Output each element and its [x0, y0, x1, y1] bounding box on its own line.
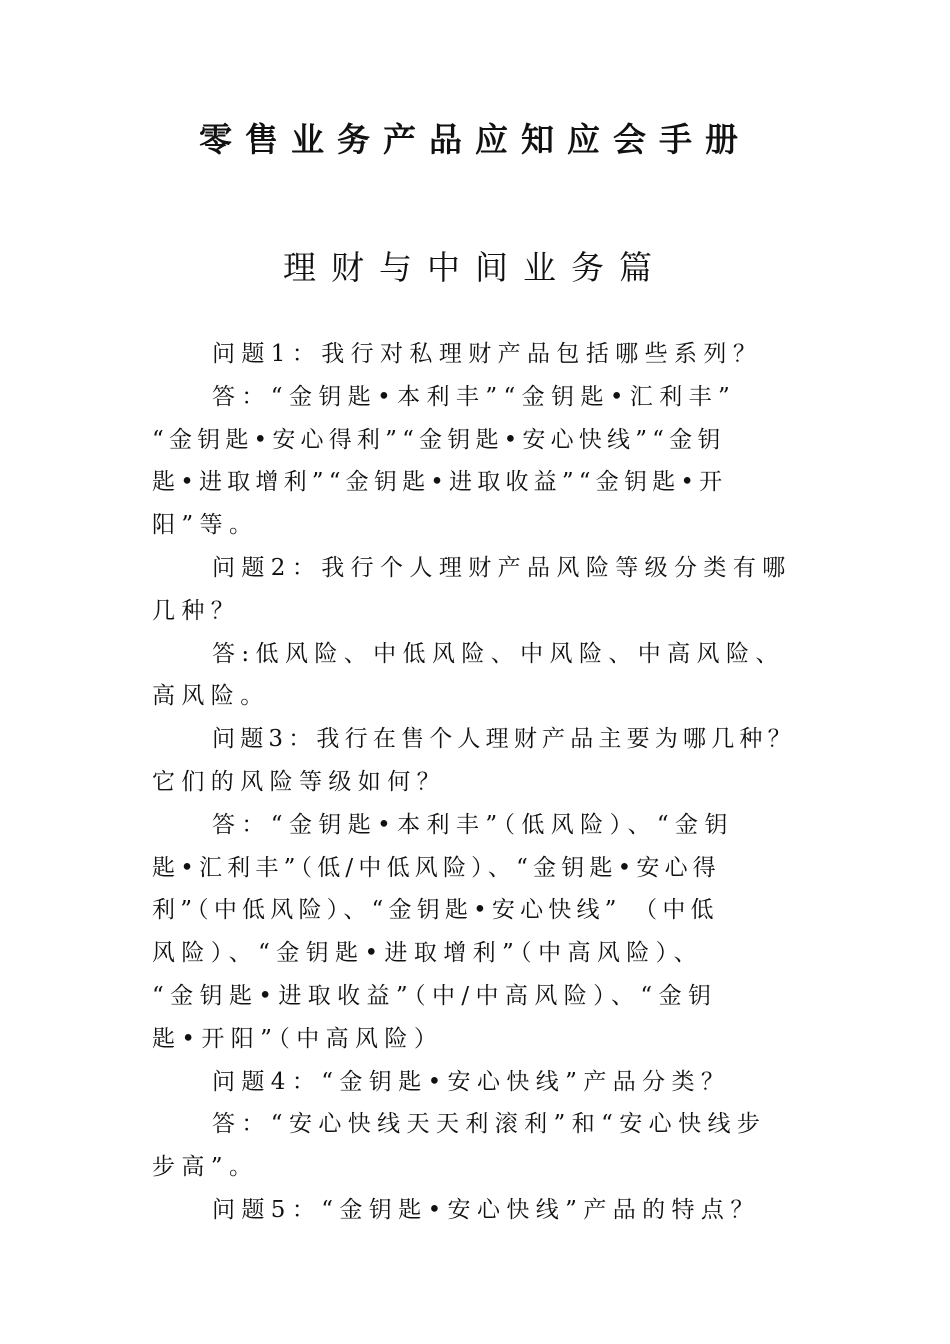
question-4: 问题4：“金钥匙•安心快线”产品分类？ — [212, 1068, 731, 1095]
answer-3-line: 匙•开阳”（中高风险） — [152, 1025, 444, 1052]
answer-3-line: 风险）、“金钥匙•进取增利”（中高风险）、 — [152, 940, 703, 967]
answer-3-line: 匙•汇利丰”（低/中低风险）、“金钥匙•安心得 — [152, 854, 721, 881]
question-3-line: 它们的风险等级如何？ — [152, 768, 446, 795]
answer-3-line: 答：“金钥匙•本利丰”（低风险）、“金钥 — [212, 811, 734, 838]
document-body — [152, 333, 812, 1232]
section-title: 理财与中间业务篇 — [283, 248, 667, 287]
document-title: 零售业务产品应知应会手册 — [199, 120, 751, 159]
question-2-line: 几种？ — [152, 597, 241, 624]
question-3: 问题3：我行在售个人理财产品主要为哪几种？ — [212, 726, 796, 753]
question-2: 问题2：我行个人理财产品风险等级分类有哪 — [212, 554, 792, 581]
answer-4-line: 答：“安心快线天天利滚利”和“安心快线步 — [212, 1111, 767, 1138]
answer-1-line: 阳”等。 — [152, 512, 259, 539]
answer-2-line: 高风险。 — [152, 683, 270, 710]
answer-3-line: 利”（中低风险）、“金钥匙•安心快线” （中低 — [152, 897, 719, 924]
answer-1-line: 答：“金钥匙•本利丰”“金钥匙•汇利丰” — [212, 383, 737, 410]
answer-3-line: “金钥匙•进取收益”（中/中高风险）、“金钥 — [152, 982, 718, 1009]
answer-1-line: “金钥匙•安心得利”“金钥匙•安心快线”“金钥 — [152, 426, 726, 453]
answer-1-line: 匙•进取增利”“金钥匙•进取收益”“金钥匙•开 — [152, 469, 728, 496]
answer-2-line: 答:低风险、中低风险、中风险、中高风险、 — [212, 640, 785, 667]
question-5: 问题5：“金钥匙•安心快线”产品的特点？ — [212, 1196, 760, 1223]
answer-4-line: 步高”。 — [152, 1154, 259, 1181]
question-1: 问题1：我行对私理财产品包括哪些系列？ — [212, 341, 763, 367]
